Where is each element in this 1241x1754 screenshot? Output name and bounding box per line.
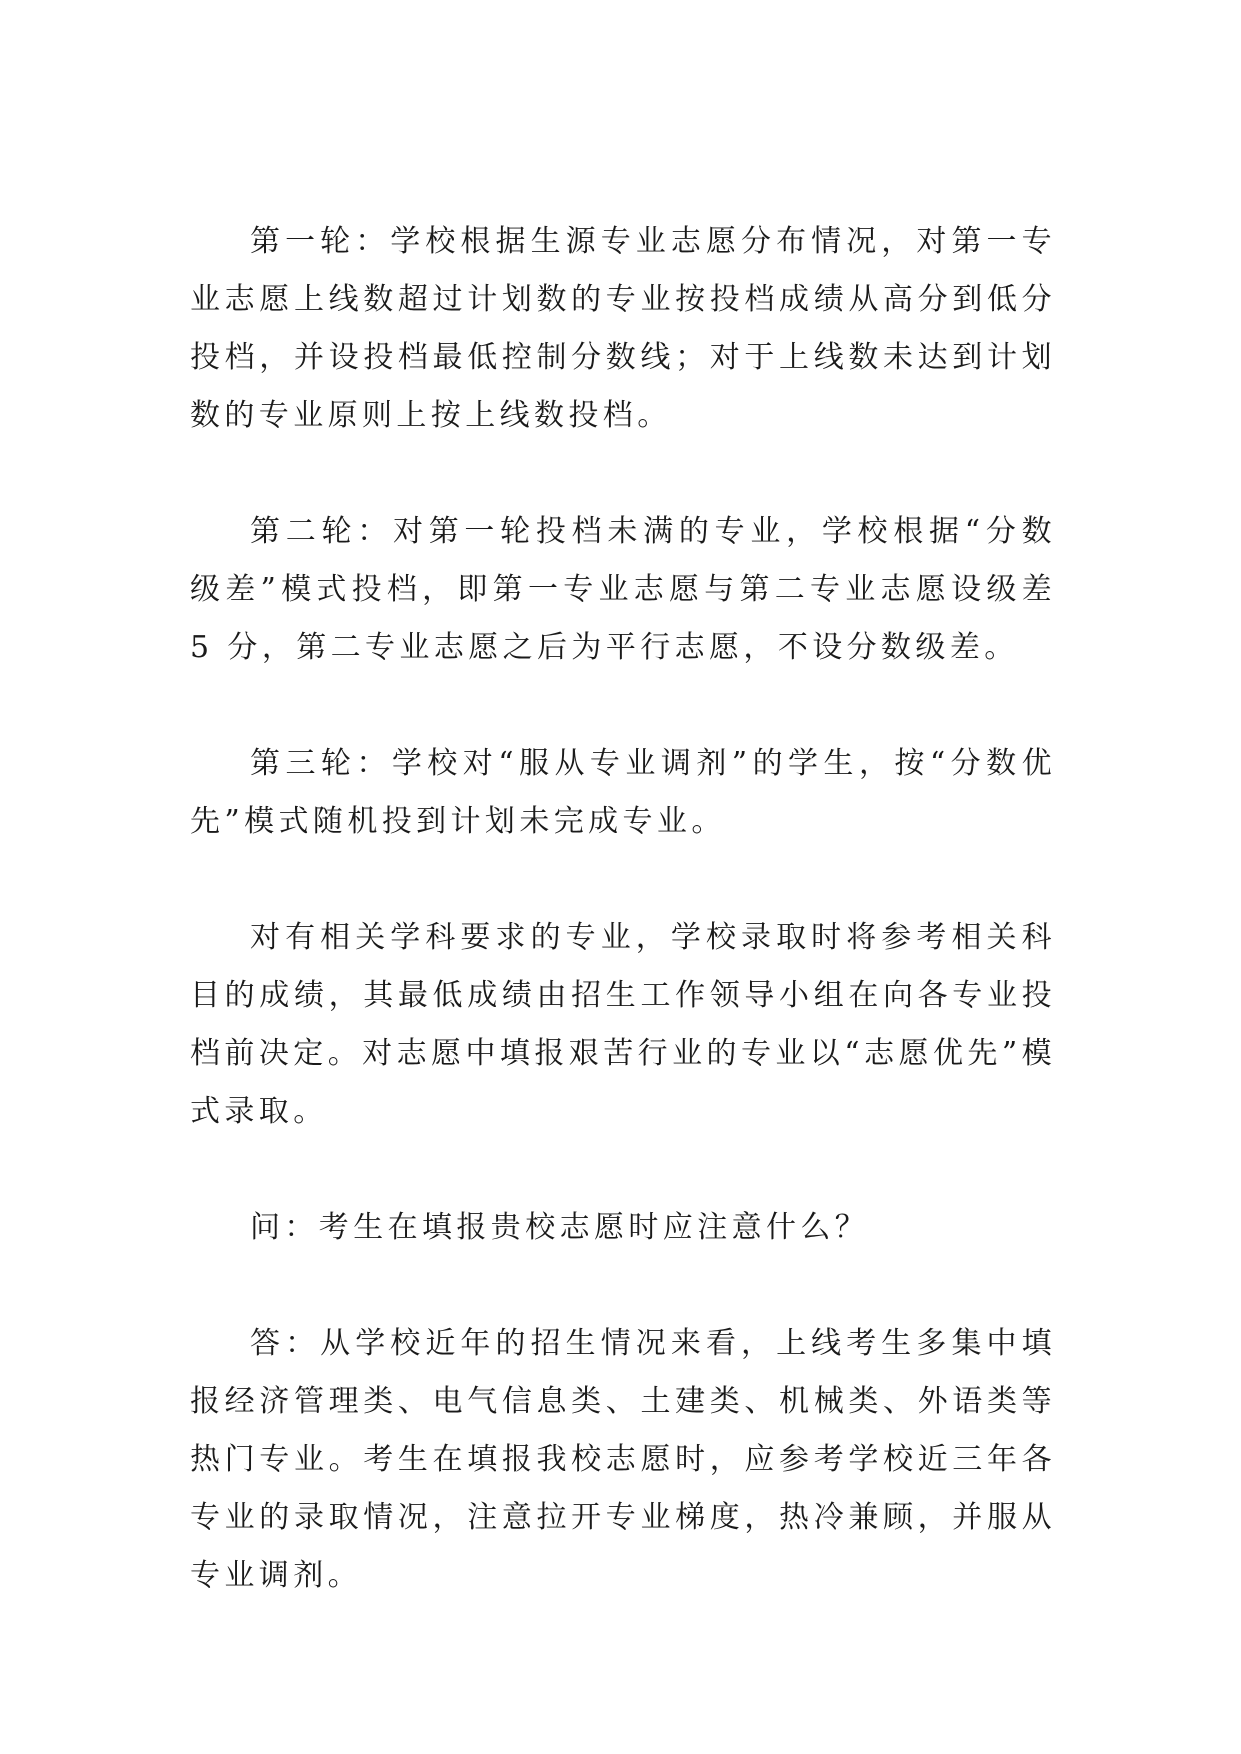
paragraph-spacer	[190, 445, 1056, 503]
paragraph-round-one: 第一轮：学校根据生源专业志愿分布情况，对第一专业志愿上线数超过计划数的专业按投档成绩从高分到低分投档，并设投档最低控制分数线；对于上线数未达到计划数的专业原则上按上线数投档。	[190, 224, 1056, 433]
paragraph-round-three: 第三轮：学校对“服从专业调剂”的学生，按“分数优先”模式随机投到计划未完成专业。	[190, 746, 1056, 839]
paragraph-question: 问：考生在填报贵校志愿时应注意什么？	[250, 1210, 870, 1245]
paragraph-spacer	[190, 1141, 1056, 1199]
paragraph-spacer	[190, 851, 1056, 909]
document-body	[190, 213, 1056, 1605]
paragraph-spacer	[190, 677, 1056, 735]
paragraph-round-two: 第二轮：对第一轮投档未满的专业，学校根据“分数级差”模式投档，即第一专业志愿与第二专业志愿设级差 5 分，第二专业志愿之后为平行志愿，不设分数级差。	[190, 514, 1056, 665]
paragraph-subject-requirements: 对有相关学科要求的专业，学校录取时将参考相关科目的成绩，其最低成绩由招生工作领导小组在向各专业投档前决定。对志愿中填报艰苦行业的专业以“志愿优先”模式录取。	[190, 920, 1056, 1129]
paragraph-spacer	[190, 1257, 1056, 1315]
paragraph-answer: 答：从学校近年的招生情况来看，上线考生多集中填报经济管理类、电气信息类、土建类、机械类、外语类等热门专业。考生在填报我校志愿时，应参考学校近三年各专业的录取情况，注意拉开专业梯度，热冷兼顾，并服从专业调剂。	[190, 1326, 1056, 1593]
